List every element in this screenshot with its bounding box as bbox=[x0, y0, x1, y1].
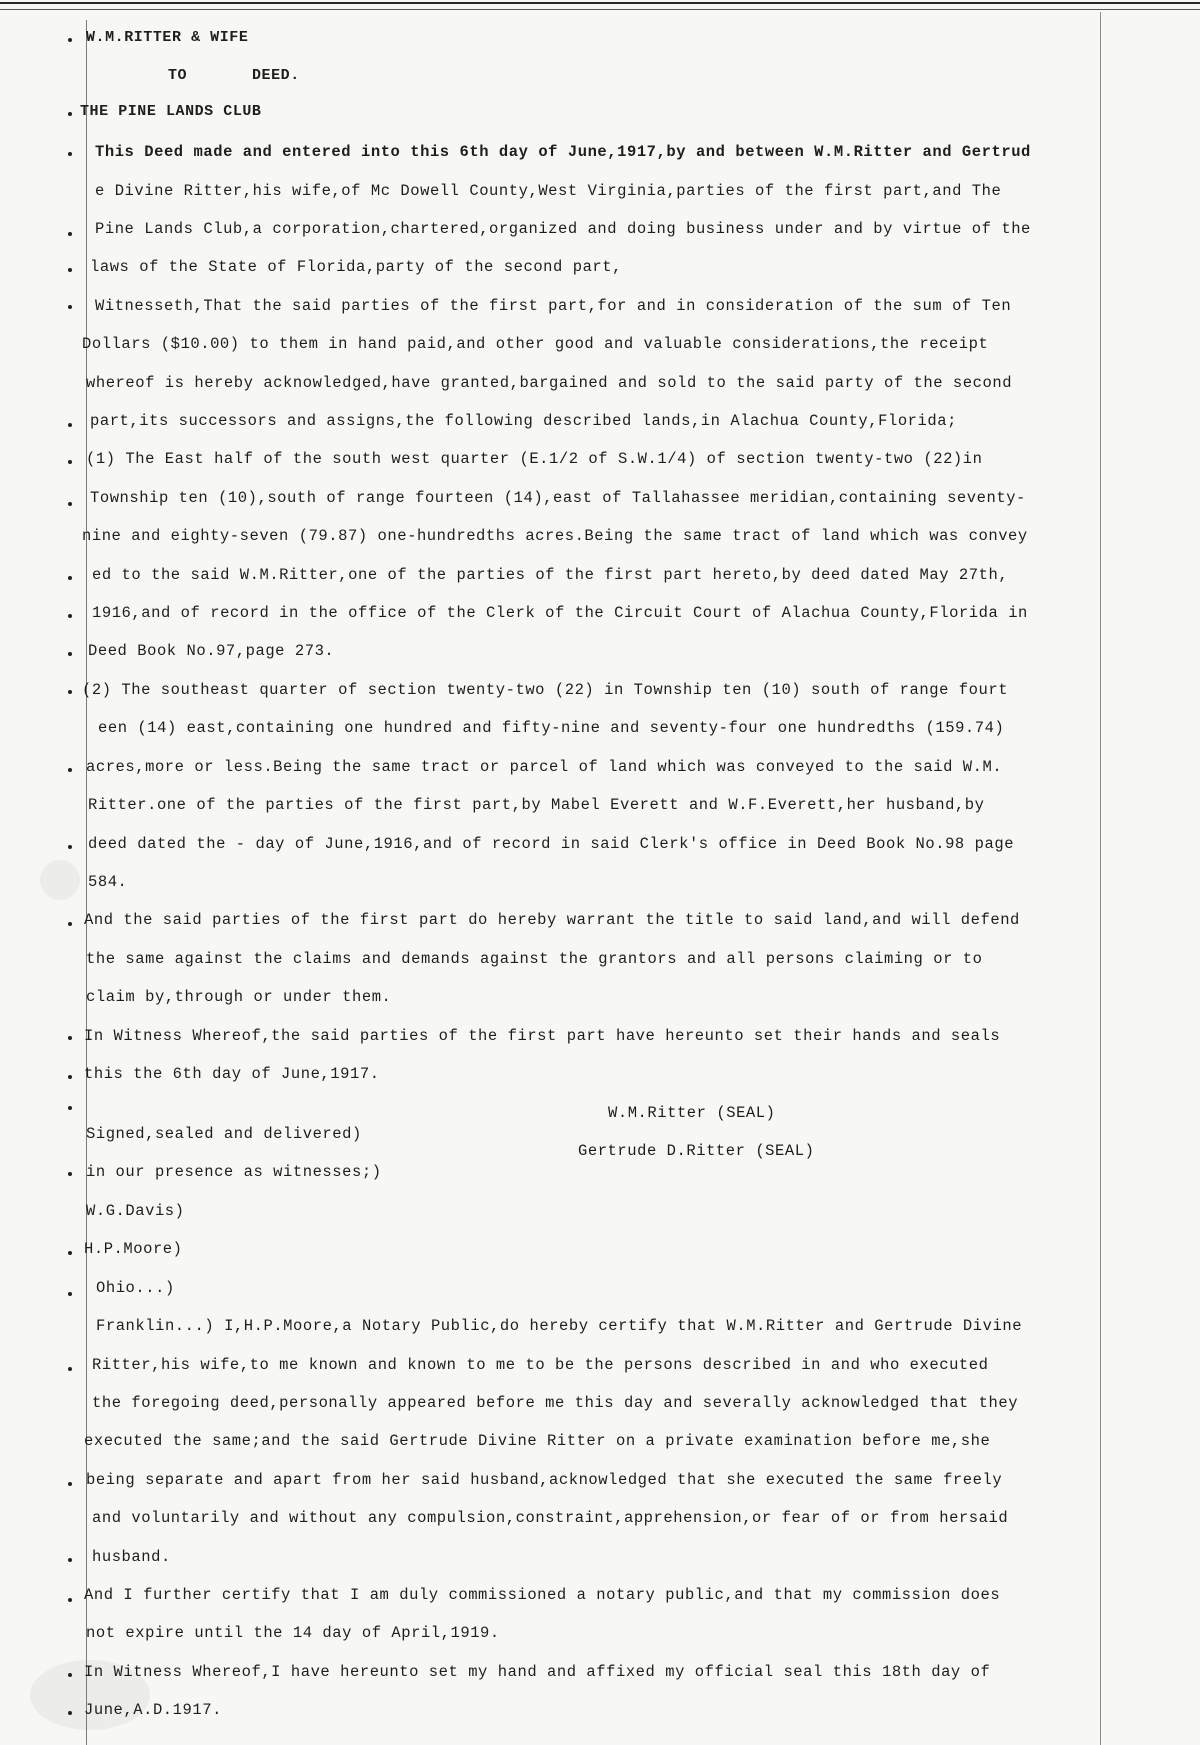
binding-dot bbox=[68, 1036, 72, 1040]
body-line: Deed Book No.97,page 273. bbox=[88, 642, 335, 660]
binding-dot bbox=[68, 690, 72, 694]
binding-dot bbox=[68, 305, 72, 309]
body-line: Witnesseth,That the said parties of the first part,for and in consideration of the sum of Ten bbox=[95, 297, 1012, 315]
notary-line: In Witness Whereof,I have hereunto set my hand and affixed my official seal this 18th day of bbox=[84, 1663, 991, 1681]
notary-line: Franklin...) I,H.P.Moore,a Notary Public,do hereby certify that W.M.Ritter and Gertrude Divine bbox=[96, 1317, 1023, 1335]
body-line: (1) The East half of the south west quarter (E.1/2 of S.W.1/4) of section twenty-two (22)in bbox=[86, 450, 983, 468]
witness-name: H.P.Moore) bbox=[84, 1240, 183, 1258]
witness-name: W.G.Davis) bbox=[86, 1202, 185, 1220]
body-line: acres,more or less.Being the same tract or parcel of land which was conveyed to the said W.M. bbox=[86, 758, 1003, 776]
grantor-heading: W.M.RITTER & WIFE bbox=[86, 29, 249, 46]
binding-dot bbox=[68, 922, 72, 926]
notary-line: the foregoing deed,personally appeared before me this day and severally acknowledged that they bbox=[92, 1394, 1019, 1412]
notary-line: being separate and apart from her said husband,acknowledged that she executed the same freely bbox=[86, 1471, 1003, 1489]
binding-dot bbox=[68, 1598, 72, 1602]
binding-dot bbox=[68, 1673, 72, 1677]
witness-line: Signed,sealed and delivered) bbox=[86, 1125, 362, 1143]
body-line: nine and eighty-seven (79.87) one-hundredths acres.Being the same tract of land which was convey bbox=[82, 527, 1028, 545]
body-line: whereof is hereby acknowledged,have granted,bargained and sold to the said party of the second bbox=[86, 374, 1013, 392]
binding-dot bbox=[68, 1172, 72, 1176]
body-line: Ritter.one of the parties of the first part,by Mabel Everett and W.F.Everett,her husband,by bbox=[88, 796, 985, 814]
body-line: And the said parties of the first part do hereby warrant the title to said land,and will defend bbox=[84, 911, 1020, 929]
body-line: this the 6th day of June,1917. bbox=[84, 1065, 380, 1083]
body-line: deed dated the - day of June,1916,and of record in said Clerk's office in Deed Book No.98 page bbox=[88, 835, 1015, 853]
binding-dot bbox=[68, 423, 72, 427]
body-line: een (14) east,containing one hundred and fifty-nine and seventy-four one hundredths (159.74) bbox=[98, 719, 1005, 737]
body-line: In Witness Whereof,the said parties of the first part have hereunto set their hands and seals bbox=[84, 1027, 1001, 1045]
binding-dot bbox=[68, 1367, 72, 1371]
binding-dot bbox=[68, 845, 72, 849]
body-line: the same against the claims and demands against the grantors and all persons claiming or to bbox=[86, 950, 983, 968]
binding-dot bbox=[68, 614, 72, 618]
body-line: Dollars ($10.00) to them in hand paid,and other good and valuable considerations,the receipt bbox=[82, 335, 989, 353]
binding-dot bbox=[68, 232, 72, 236]
binding-dot bbox=[68, 460, 72, 464]
body-line: (2) The southeast quarter of section twenty-two (22) in Township ten (10) south of range fourt bbox=[82, 681, 1009, 699]
binding-dot bbox=[68, 112, 72, 116]
venue-state: Ohio...) bbox=[96, 1279, 175, 1297]
body-line: laws of the State of Florida,party of the second part, bbox=[90, 258, 622, 276]
notary-line: And I further certify that I am duly commissioned a notary public,and that my commission does bbox=[84, 1586, 1001, 1604]
binding-dot bbox=[68, 576, 72, 580]
binding-dot bbox=[68, 502, 72, 506]
binding-dot bbox=[68, 152, 72, 156]
notary-line: husband. bbox=[92, 1548, 171, 1566]
to-label: TO bbox=[168, 67, 188, 84]
top-border-line-thin bbox=[0, 9, 1200, 10]
binding-dot bbox=[68, 268, 72, 272]
binding-dot bbox=[68, 1075, 72, 1079]
body-line: Pine Lands Club,a corporation,chartered,organized and doing business under and by virtue of the bbox=[95, 220, 1031, 238]
notary-line: June,A.D.1917. bbox=[84, 1701, 222, 1719]
notary-line: Ritter,his wife,to me known and known to me to be the persons described in and who executed bbox=[92, 1356, 989, 1374]
binding-dot bbox=[68, 652, 72, 656]
binding-dot bbox=[68, 1292, 72, 1296]
binding-dot bbox=[68, 1482, 72, 1486]
body-line: claim by,through or under them. bbox=[86, 988, 392, 1006]
binding-dot bbox=[68, 38, 72, 42]
body-line: ed to the said W.M.Ritter,one of the parties of the first part hereto,by deed dated May 27th, bbox=[92, 566, 1009, 584]
binding-dot bbox=[68, 1251, 72, 1255]
grantee-heading: THE PINE LANDS CLUB bbox=[80, 103, 262, 120]
binding-dot bbox=[68, 1558, 72, 1562]
binding-hole-dots bbox=[62, 0, 82, 1745]
body-line: This Deed made and entered into this 6th day of June,1917,by and between W.M.Ritter and Gertrud bbox=[95, 143, 1031, 161]
document-type: DEED. bbox=[252, 67, 300, 84]
binding-dot bbox=[68, 768, 72, 772]
binding-dot bbox=[68, 1106, 72, 1110]
body-line: 584. bbox=[88, 873, 128, 891]
body-line: part,its successors and assigns,the following described lands,in Alachua County,Florida; bbox=[90, 412, 957, 430]
signature-gertrude-ritter: Gertrude D.Ritter (SEAL) bbox=[578, 1142, 815, 1160]
notary-line: and voluntarily and without any compulsion,constraint,apprehension,or fear of or from hersaid bbox=[92, 1509, 1009, 1527]
witness-line: in our presence as witnesses;) bbox=[86, 1163, 382, 1181]
body-line: 1916,and of record in the office of the Clerk of the Circuit Court of Alachua County,Florida in bbox=[92, 604, 1028, 622]
right-margin-rule bbox=[1100, 12, 1101, 1745]
signature-w-m-ritter: W.M.Ritter (SEAL) bbox=[608, 1104, 776, 1122]
notary-line: not expire until the 14 day of April,1919. bbox=[86, 1624, 500, 1642]
body-line: e Divine Ritter,his wife,of Mc Dowell County,West Virginia,parties of the first part,and The bbox=[95, 182, 1002, 200]
binding-dot bbox=[68, 1711, 72, 1715]
top-border-line bbox=[0, 2, 1200, 4]
body-line: Township ten (10),south of range fourteen (14),east of Tallahassee meridian,containing seventy- bbox=[90, 489, 1026, 507]
notary-line: executed the same;and the said Gertrude Divine Ritter on a private examination before me,she bbox=[84, 1432, 991, 1450]
